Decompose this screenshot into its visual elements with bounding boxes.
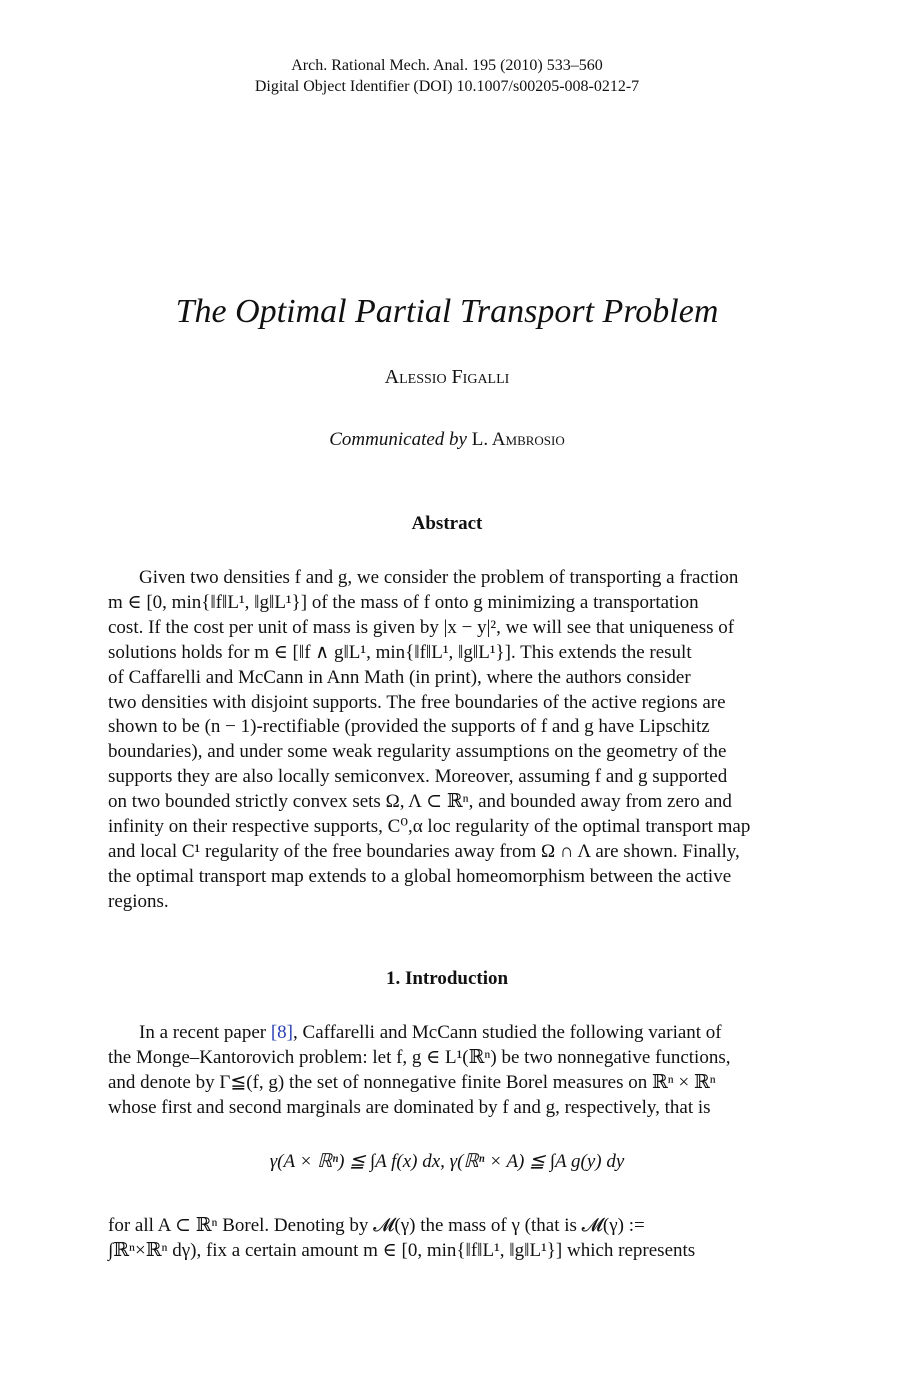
intro-line: the Monge–Kantorovich problem: let f, g ∈ L¹(ℝⁿ) be two nonnegative functions, bbox=[108, 1046, 731, 1068]
introduction-paragraph-2 bbox=[108, 1214, 786, 1264]
abstract-text bbox=[108, 566, 786, 915]
introduction-paragraph-1 bbox=[108, 1021, 786, 1121]
abstract-line: supports they are also locally semiconvex. Moreover, assuming f and g supported bbox=[108, 766, 728, 788]
communicated-prefix: Communicated by bbox=[329, 429, 467, 450]
journal-header bbox=[0, 55, 894, 97]
introduction-heading: 1. Introduction bbox=[385, 968, 509, 989]
abstract-line: boundaries), and under some weak regularity assumptions on the geometry of the bbox=[108, 741, 727, 763]
paper-title: The Optimal Partial Transport Problem bbox=[175, 293, 719, 330]
abstract-line: two densities with disjoint supports. The free boundaries of the active regions are bbox=[108, 691, 726, 713]
abstract-line: m ∈ [0, min{‖f‖L¹, ‖g‖L¹}] of the mass of f onto g minimizing a transportation bbox=[108, 591, 699, 613]
abstract-line: of Caffarelli and McCann in Ann Math (in print), where the authors consider bbox=[108, 666, 691, 688]
author-name: Alessio Figalli bbox=[384, 366, 510, 388]
journal-citation: Arch. Rational Mech. Anal. 195 (2010) 533–560 bbox=[291, 57, 603, 74]
abstract-line: infinity on their respective supports, C⁰,α loc regularity of the optimal transport map bbox=[108, 816, 751, 838]
communicated-by bbox=[0, 429, 894, 451]
abstract-line: on two bounded strictly convex sets Ω, Λ ⊂ ℝⁿ, and bounded away from zero and bbox=[108, 791, 732, 813]
abstract-line: regions. bbox=[108, 890, 169, 912]
intro-line: and denote by Γ≦(f, g) the set of nonnegative finite Borel measures on ℝⁿ × ℝⁿ bbox=[108, 1071, 716, 1093]
communicator-name: L. Ambrosio bbox=[471, 429, 565, 450]
abstract-line: Given two densities f and g, we consider the problem of transporting a fraction bbox=[139, 567, 739, 588]
abstract-line: solutions holds for m ∈ [‖f ∧ g‖L¹, min{‖f‖L¹, ‖g‖L¹}]. This extends the result bbox=[108, 641, 692, 663]
doi-line: Digital Object Identifier (DOI) 10.1007/s00205-008-0212-7 bbox=[254, 78, 640, 95]
abstract-line: shown to be (n − 1)-rectifiable (provided the supports of f and g have Lipschitz bbox=[108, 716, 710, 738]
abstract-line: the optimal transport map extends to a global homeomorphism between the active bbox=[108, 865, 732, 887]
intro-line: for all A ⊂ ℝⁿ Borel. Denoting by 𝓜(γ) the mass of γ (that is 𝓜(γ) := bbox=[108, 1215, 645, 1236]
marginal-constraint-equation: γ(A × ℝⁿ) ≦ ∫A f(x) dx, γ(ℝⁿ × A) ≦ ∫A g(y) dy bbox=[269, 1151, 625, 1172]
abstract-line: cost. If the cost per unit of mass is given by |x − y|², we will see that uniqueness of bbox=[108, 616, 735, 638]
intro-line: whose first and second marginals are dominated by f and g, respectively, that is bbox=[108, 1096, 711, 1118]
abstract-line: and local C¹ regularity of the free boundaries away from Ω ∩ Λ are shown. Finally, bbox=[108, 840, 740, 862]
citation-link-8[interactable]: [8] bbox=[270, 1022, 294, 1043]
abstract-heading: Abstract bbox=[411, 513, 483, 534]
intro-line: ∫ℝⁿ×ℝⁿ dγ), fix a certain amount m ∈ [0, min{‖f‖L¹, ‖g‖L¹}] which represents bbox=[108, 1239, 696, 1261]
intro-line: In a recent paper [8], Caffarelli and McCann studied the following variant of bbox=[139, 1022, 722, 1043]
